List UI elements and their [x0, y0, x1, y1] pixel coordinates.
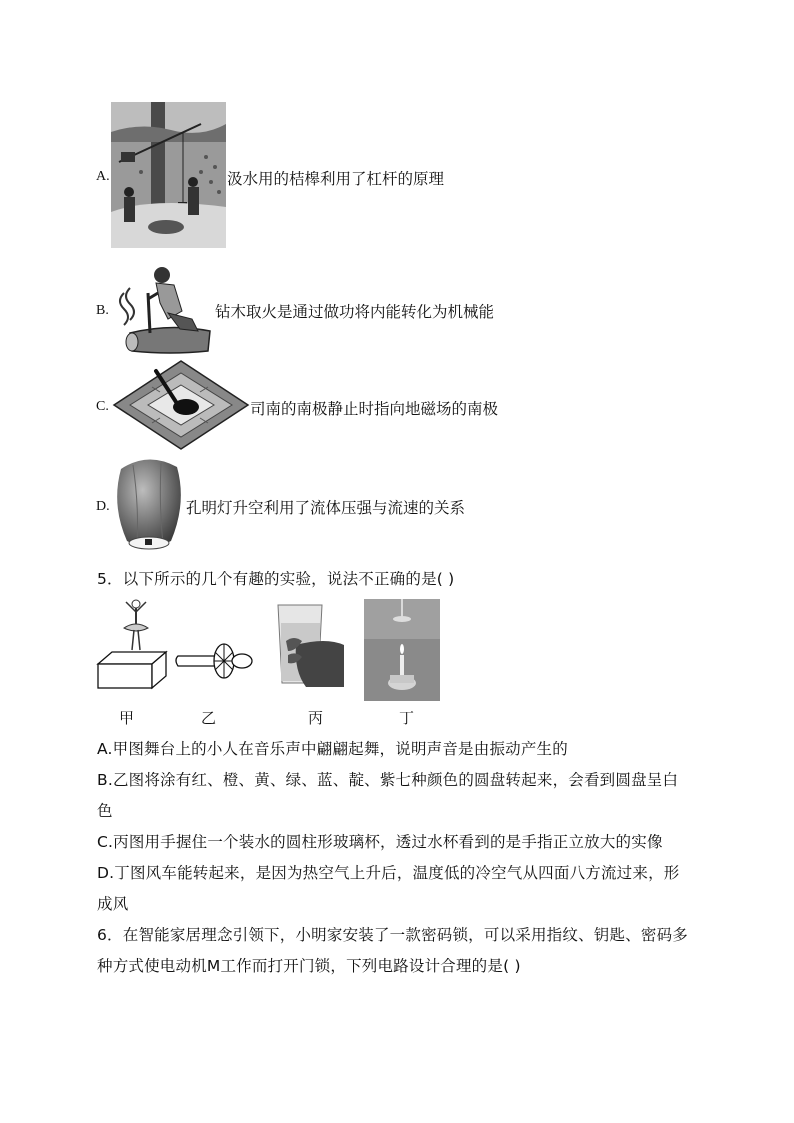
option-c-letter: C. — [96, 399, 109, 414]
water-glass-hand-figure — [266, 601, 346, 687]
pinwheel-candle-figure — [364, 599, 440, 701]
dancer-on-box-figure — [96, 598, 168, 690]
option-c-text: 司南的南极静止时指向地磁场的南极 — [250, 400, 499, 418]
figure-label-bing: 丙 — [308, 709, 324, 727]
option-b-text: 钻木取火是通过做功将内能转化为机械能 — [215, 303, 495, 321]
drilling-fire-picture — [110, 263, 214, 355]
q5-option-b-line-1: B.乙图将涂有红、橙、黄、绿、蓝、靛、紫七种颜色的圆盘转起来，会看到圆盘呈白 — [97, 771, 679, 789]
q5-option-b-line-2: 色 — [97, 802, 113, 820]
q5-option-c-line-1: C.丙图用手握住一个装水的圆柱形玻璃杯，透过水杯看到的是手指正立放大的实像 — [97, 833, 663, 851]
option-a-letter: A. — [96, 169, 110, 184]
q5-option-a-line-1: A.甲图舞台上的小人在音乐声中翩翩起舞，说明声音是由振动产生的 — [97, 740, 568, 758]
option-b-letter: B. — [96, 303, 109, 318]
question-6-stem-line-1: 6．在智能家居理念引领下，小明家安装了一款密码锁，可以采用指纹、钥匙、密码多 — [97, 926, 688, 944]
q5-option-d-line-2: 成风 — [97, 895, 129, 913]
figure-label-yi: 乙 — [201, 709, 217, 727]
sinan-compass-picture — [112, 359, 250, 451]
question-6-stem-line-2: 种方式使电动机M工作而打开门锁，下列电路设计合理的是( ) — [97, 957, 521, 975]
well-sweep-picture — [111, 102, 226, 248]
figure-label-ding: 丁 — [399, 709, 415, 727]
option-a-text: 汲水用的桔槔利用了杠杆的原理 — [227, 170, 445, 188]
sky-lantern-picture — [111, 455, 185, 555]
option-d-letter: D. — [96, 499, 110, 514]
q5-option-d-line-1: D.丁图风车能转起来，是因为热空气上升后，温度低的冷空气从四面八方流过来，形 — [97, 864, 680, 882]
question-5-stem: 5．以下所示的几个有趣的实验，说法不正确的是( ) — [97, 570, 455, 588]
option-d-text: 孔明灯升空利用了流体压强与流速的关系 — [186, 499, 466, 517]
color-disc-figure — [172, 640, 254, 680]
figure-label-jia: 甲 — [119, 709, 135, 727]
